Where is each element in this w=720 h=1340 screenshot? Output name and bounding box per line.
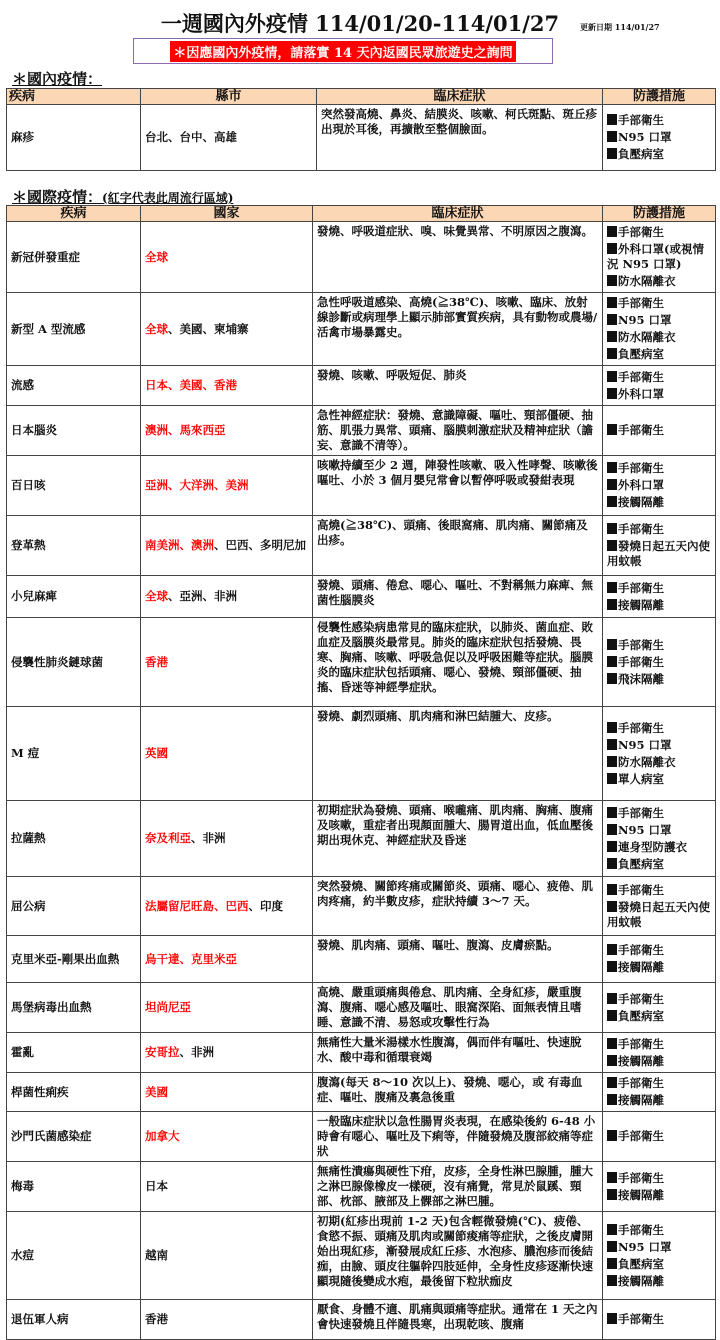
square-bullet-icon <box>607 582 617 593</box>
measures-cell <box>603 576 716 618</box>
measure-item <box>607 655 711 670</box>
country-cell <box>141 1212 313 1300</box>
symptoms-cell: 一般臨床症狀以急性腸胃炎表現，在感染後約 6-48 小時會有噁心、嘔吐及下痢等，伴隨發燒及腹部絞痛等症狀 <box>313 1112 603 1162</box>
measure-label: 防水隔離衣 <box>618 330 676 344</box>
measure-label: 手部衛生 <box>618 580 664 595</box>
country-cell <box>141 293 313 366</box>
measure-item <box>607 738 711 753</box>
measure-label: 連身型防護衣 <box>618 839 687 854</box>
square-bullet-icon <box>607 1077 617 1088</box>
square-bullet-icon <box>607 243 617 254</box>
measure-label: 負壓病室 <box>618 347 664 361</box>
measure-item <box>607 1274 711 1289</box>
measure-label: 手部衛生 <box>618 1222 664 1237</box>
table-row <box>7 1073 716 1112</box>
square-bullet-icon <box>607 496 617 507</box>
table-row <box>7 1212 716 1300</box>
active-region: 烏干達、克里米亞 <box>145 951 237 966</box>
square-bullet-icon <box>607 599 617 610</box>
table-row <box>7 1300 716 1340</box>
measures-cell <box>603 801 716 877</box>
disease-cell: M 痘 <box>7 707 141 801</box>
measure-item <box>607 274 711 289</box>
measure-label: 手部衛生 <box>618 991 664 1006</box>
square-bullet-icon <box>607 756 617 767</box>
measure-label: 負壓病室 <box>618 856 664 871</box>
symptoms-cell: 厭食、身體不適、肌痛與頭痛等症狀。通常在 1 天之內會快速發燒且伴隨畏寒，出現乾咳、腹痛 <box>313 1300 603 1340</box>
measure-item <box>607 330 711 345</box>
measure-label: 手部衛生 <box>618 654 664 669</box>
measures-cell <box>603 1033 716 1073</box>
table-row <box>7 366 716 406</box>
table-row <box>7 222 716 293</box>
square-bullet-icon <box>607 858 617 869</box>
measure-label: 發燒日起五天內使用蚊帳 <box>607 539 710 568</box>
measure-item <box>607 840 711 855</box>
measure-label: N95 口罩 <box>618 737 672 752</box>
measures-cell <box>603 406 716 456</box>
disease-cell: 馬堡病毒出血熱 <box>7 983 141 1033</box>
measure-item <box>607 581 711 596</box>
measure-item <box>607 242 711 272</box>
measure-item <box>607 823 711 838</box>
country-cell <box>141 1033 313 1073</box>
measure-label: 外科口罩 <box>618 386 664 401</box>
active-region: 南美洲、澳洲 <box>145 538 214 552</box>
square-bullet-icon <box>607 639 617 650</box>
measures-cell <box>603 618 716 707</box>
square-bullet-icon <box>607 901 617 912</box>
domestic-table <box>6 88 716 171</box>
measure-label: 接觸隔離 <box>618 495 664 509</box>
measures-cell <box>603 366 716 406</box>
measure-label: 手部衛生 <box>618 113 664 127</box>
measure-item <box>607 225 711 240</box>
symptoms-cell: 發燒、肌肉痛、頭痛、嘔吐、腹瀉、皮膚瘀點。 <box>313 936 603 983</box>
measure-label: 手部衛生 <box>618 296 664 310</box>
square-bullet-icon <box>607 1241 617 1252</box>
header-symptoms: 臨床症狀 <box>317 89 603 105</box>
measure-label: 手部衛生 <box>618 225 664 239</box>
disease-cell: 退伍軍人病 <box>7 1300 141 1340</box>
international-heading-text: ＊國際疫情： <box>12 188 103 206</box>
measure-item <box>607 1054 711 1069</box>
disease-cell: 沙門氏菌感染症 <box>7 1112 141 1162</box>
disease-cell: 新型 A 型流感 <box>7 293 141 366</box>
update-date: 更新日期 114/01/27 <box>580 22 660 32</box>
region: 、美國、柬埔寨 <box>168 321 249 336</box>
square-bullet-icon <box>607 1189 617 1200</box>
measure-item <box>607 857 711 872</box>
measure-item <box>607 313 711 328</box>
measure-label: 手部衛生 <box>618 882 664 897</box>
disease-cell: 屈公病 <box>7 877 141 936</box>
country-cell <box>141 936 313 983</box>
measure-label: N95 口罩 <box>618 1239 672 1254</box>
measure-item <box>607 1188 711 1203</box>
active-region: 加拿大 <box>145 1129 180 1143</box>
measures-cell <box>603 516 716 576</box>
square-bullet-icon <box>607 1130 617 1141</box>
symptoms-cell: 發燒、劇烈頭痛、肌肉痛和淋巴結腫大、皮疹。 <box>313 707 603 801</box>
measure-item <box>607 1312 711 1327</box>
measure-label: 手部衛生 <box>618 1129 664 1143</box>
measure-label: 手部衛生 <box>618 637 664 652</box>
symptoms-cell: 無痛性大量米湯樣水性腹瀉，偶而伴有嘔吐、快速脫水、酸中毒和循環衰竭 <box>313 1033 603 1073</box>
square-bullet-icon <box>607 462 617 473</box>
measure-item <box>607 1240 711 1255</box>
country-cell <box>141 576 313 618</box>
region: 、巴西、多明尼加 <box>214 538 306 552</box>
measure-item <box>607 598 711 613</box>
measure-label: 防水隔離衣 <box>618 274 676 288</box>
country-cell <box>141 983 313 1033</box>
measure-item <box>607 387 711 402</box>
measure-item <box>607 423 711 438</box>
square-bullet-icon <box>607 424 617 435</box>
table-row <box>7 983 716 1033</box>
measure-label: 接觸隔離 <box>618 1093 664 1107</box>
square-bullet-icon <box>607 114 617 125</box>
active-region: 法屬留尼旺島、巴西 <box>145 898 249 913</box>
region: 日本 <box>145 1179 168 1193</box>
measures-cell <box>603 1073 716 1112</box>
disease-cell: 拉薩熱 <box>7 801 141 877</box>
country-cell <box>141 618 313 707</box>
measure-item <box>607 943 711 958</box>
active-region: 安哥拉 <box>145 1045 180 1059</box>
square-bullet-icon <box>607 1094 617 1105</box>
measure-label: 手部衛生 <box>618 720 664 735</box>
measure-item <box>607 1076 711 1091</box>
active-region: 全球 <box>145 249 168 264</box>
table-row <box>7 877 716 936</box>
header-country: 國家 <box>141 206 313 222</box>
square-bullet-icon <box>607 371 617 382</box>
square-bullet-icon <box>607 540 617 551</box>
square-bullet-icon <box>607 824 617 835</box>
square-bullet-icon <box>607 388 617 399</box>
square-bullet-icon <box>607 1038 617 1049</box>
active-region: 香港 <box>145 654 168 669</box>
country-cell <box>141 801 313 877</box>
measure-item <box>607 347 711 362</box>
measure-item <box>607 1037 711 1052</box>
square-bullet-icon <box>607 739 617 750</box>
region: 越南 <box>145 1248 168 1262</box>
square-bullet-icon <box>607 884 617 895</box>
active-region: 奈及利亞 <box>145 831 191 845</box>
square-bullet-icon <box>607 807 617 818</box>
square-bullet-icon <box>607 297 617 308</box>
active-region: 坦尚尼亞 <box>145 1000 191 1014</box>
symptoms-cell: 發燒、呼吸道症狀、嗅、味覺異常、不明原因之腹瀉。 <box>313 222 603 293</box>
measures-cell <box>603 105 716 171</box>
square-bullet-icon <box>607 148 617 159</box>
measure-item <box>607 1009 711 1024</box>
region: 、非洲 <box>191 831 226 845</box>
international-heading <box>12 186 233 207</box>
measure-label: 手部衛生 <box>618 1312 664 1326</box>
measure-label: 手部衛生 <box>618 1076 664 1090</box>
alert-text: ＊因應國內外疫情，請落實 14 天內返國民眾旅遊史之詢問 <box>170 41 515 62</box>
active-region: 全球 <box>145 589 168 603</box>
square-bullet-icon <box>607 1055 617 1066</box>
square-bullet-icon <box>607 961 617 972</box>
measure-label: 手部衛生 <box>618 1170 664 1185</box>
country-cell <box>141 516 313 576</box>
disease-cell: 桿菌性痢疾 <box>7 1073 141 1112</box>
measure-item <box>607 721 711 736</box>
square-bullet-icon <box>607 275 617 286</box>
measure-label: 手部衛生 <box>618 461 664 475</box>
disease-cell: 流感 <box>7 366 141 406</box>
measure-item <box>607 147 711 162</box>
header-disease: 疾病 <box>7 89 141 105</box>
measures-cell <box>603 983 716 1033</box>
measure-item <box>607 296 711 311</box>
measure-label: 接觸隔離 <box>618 1187 664 1202</box>
measure-label: 手部衛生 <box>618 423 664 437</box>
measure-label: 發燒日起五天內使用蚊帳 <box>607 899 710 929</box>
measure-item <box>607 461 711 476</box>
measure-item <box>607 755 711 770</box>
country-cell <box>141 1300 313 1340</box>
measure-label: 外科口罩 <box>618 478 664 492</box>
region: 台北、台中、高雄 <box>145 130 237 144</box>
square-bullet-icon <box>607 993 617 1004</box>
table-row <box>7 576 716 618</box>
country-cell <box>141 456 313 516</box>
measure-label: N95 口罩 <box>618 822 672 837</box>
measure-item <box>607 1171 711 1186</box>
measure-label: 手部衛生 <box>618 1036 664 1051</box>
measure-label: 接觸隔離 <box>618 597 664 612</box>
square-bullet-icon <box>607 226 617 237</box>
square-bullet-icon <box>607 773 617 784</box>
square-bullet-icon <box>607 479 617 490</box>
table-row <box>7 293 716 366</box>
alert-banner <box>133 38 553 64</box>
measures-cell <box>603 1300 716 1340</box>
disease-cell: 麻疹 <box>7 105 141 171</box>
measures-cell <box>603 293 716 366</box>
measure-label: 負壓病室 <box>618 147 664 161</box>
symptoms-cell: 侵襲性感染病患常見的臨床症狀，以肺炎、菌血症、敗血症及腦膜炎最常見。肺炎的臨床症狀包括發燒、畏寒、胸痛、咳嗽、呼吸急促以及呼吸困難等症狀。腦膜炎的臨床症狀包括頭痛、噁心、發燒、頸部僵硬、抽搐、昏迷等神經學症狀。 <box>313 618 603 707</box>
disease-cell: 侵襲性肺炎鏈球菌 <box>7 618 141 707</box>
symptoms-cell: 突然發燒、關節疼痛或關節炎、頭痛、噁心、疲倦、肌肉疼痛，約半數皮疹，症狀持續 3～7 天。 <box>313 877 603 936</box>
table-row <box>7 456 716 516</box>
country-cell <box>141 1073 313 1112</box>
square-bullet-icon <box>607 131 617 142</box>
square-bullet-icon <box>607 656 617 667</box>
region: 、亞洲、非洲 <box>168 589 237 603</box>
active-region: 日本、美國、香港 <box>145 378 237 392</box>
measure-item <box>607 1257 711 1272</box>
measures-cell <box>603 456 716 516</box>
measure-label: 手部衛生 <box>618 805 664 820</box>
page-title: 一週國內外疫情 114/01/20-114/01/27 <box>160 11 560 36</box>
symptoms-cell: 高燒(≧38℃)、頭痛、後眼窩痛、肌肉痛、關節痛及出疹。 <box>313 516 603 576</box>
measure-item <box>607 992 711 1007</box>
square-bullet-icon <box>607 1313 617 1324</box>
symptoms-cell: 發燒、頭痛、倦怠、噁心、嘔吐、不對稱無力麻痺、無菌性腦膜炎 <box>313 576 603 618</box>
square-bullet-icon <box>607 944 617 955</box>
square-bullet-icon <box>607 523 617 534</box>
region: 、印度 <box>248 898 283 913</box>
header-measures: 防護措施 <box>603 206 716 222</box>
square-bullet-icon <box>607 841 617 852</box>
measure-label: N95 口罩 <box>618 313 672 327</box>
square-bullet-icon <box>607 348 617 359</box>
measures-cell <box>603 222 716 293</box>
measures-cell <box>603 1212 716 1300</box>
measures-cell <box>603 1162 716 1212</box>
square-bullet-icon <box>607 1172 617 1183</box>
region: 香港 <box>145 1312 168 1326</box>
country-cell <box>141 366 313 406</box>
measure-item <box>607 883 711 898</box>
measure-label: 負壓病室 <box>618 1008 664 1023</box>
disease-cell: 百日咳 <box>7 456 141 516</box>
measure-item <box>607 638 711 653</box>
table-row <box>7 936 716 983</box>
measure-item <box>607 113 711 128</box>
measure-item <box>607 478 711 493</box>
country-cell <box>141 1112 313 1162</box>
measure-item <box>607 539 711 569</box>
country-cell <box>141 222 313 293</box>
table-row <box>7 516 716 576</box>
domestic-heading: ＊國內疫情： <box>12 70 103 88</box>
disease-cell: 登革熱 <box>7 516 141 576</box>
measure-label: N95 口罩 <box>618 130 672 144</box>
disease-cell: 水痘 <box>7 1212 141 1300</box>
symptoms-cell: 咳嗽持續至少 2 週，陣發性咳嗽、吸入性哮聲、咳嗽後嘔吐、小於 3 個月嬰兒常會以暫停呼吸或發紺表現 <box>313 456 603 516</box>
measures-cell <box>603 877 716 936</box>
measure-item <box>607 900 711 930</box>
square-bullet-icon <box>607 1258 617 1269</box>
measure-item <box>607 960 711 975</box>
square-bullet-icon <box>607 673 617 684</box>
table-row <box>7 1162 716 1212</box>
measure-item <box>607 672 711 687</box>
table-row <box>7 801 716 877</box>
country-cell <box>141 1162 313 1212</box>
measure-label: 接觸隔離 <box>618 1273 664 1288</box>
active-region: 美國 <box>145 1084 168 1099</box>
measure-item <box>607 522 711 537</box>
disease-cell: 小兒麻痺 <box>7 576 141 618</box>
measure-item <box>607 1093 711 1108</box>
measures-cell <box>603 936 716 983</box>
symptoms-cell: 發燒、咳嗽、呼吸短促、肺炎 <box>313 366 603 406</box>
measure-label: 負壓病室 <box>618 1256 664 1271</box>
measure-label: 飛沫隔離 <box>618 671 664 686</box>
symptoms-cell: 急性呼吸道感染、高燒(≧38℃)、咳嗽、臨床、放射線診斷或病理學上顯示肺部實質疾病，具有動物或農場/活禽市場暴露史。 <box>313 293 603 366</box>
measure-item <box>607 1223 711 1238</box>
square-bullet-icon <box>607 722 617 733</box>
measure-item <box>607 1129 711 1144</box>
region: 、非洲 <box>179 1045 214 1059</box>
square-bullet-icon <box>607 1275 617 1286</box>
disease-cell: 梅毒 <box>7 1162 141 1212</box>
disease-cell: 日本腦炎 <box>7 406 141 456</box>
international-table <box>6 205 716 1340</box>
symptoms-cell: 腹瀉(每天 8～10 次以上)、發燒、噁心，或 有毒血症、嘔吐、腹痛及裏急後重 <box>313 1073 603 1112</box>
symptoms-cell: 突然發高燒、鼻炎、結膜炎、咳嗽、柯氏斑點、斑丘疹出現於耳後，再擴散至整個臉面。 <box>317 105 603 171</box>
active-region: 英國 <box>145 746 168 760</box>
header-measures: 防護措施 <box>603 89 716 105</box>
measure-label: 防水隔離衣 <box>618 754 676 769</box>
country-cell <box>141 406 313 456</box>
measure-label: 手部衛生 <box>618 369 664 384</box>
square-bullet-icon <box>607 331 617 342</box>
disease-cell: 克里米亞-剛果出血熱 <box>7 936 141 983</box>
active-region: 亞洲、大洋洲、美洲 <box>145 478 249 492</box>
measure-item <box>607 772 711 787</box>
active-region: 澳洲、馬來西亞 <box>145 423 226 437</box>
active-region: 全球 <box>145 321 168 336</box>
measure-label: 手部衛生 <box>618 522 664 536</box>
table-row <box>7 1112 716 1162</box>
measure-label: 手部衛生 <box>618 943 664 957</box>
table-row <box>7 406 716 456</box>
measure-label: 外科口罩(或視情況 N95 口罩) <box>607 242 704 271</box>
measure-label: 接觸隔離 <box>618 1053 664 1068</box>
measure-item <box>607 806 711 821</box>
measure-item <box>607 495 711 510</box>
measure-label: 接觸隔離 <box>618 960 664 974</box>
header-symptoms: 臨床症狀 <box>313 206 603 222</box>
table-row <box>7 105 716 171</box>
symptoms-cell: 初期症狀為發燒、頭痛、喉嚨痛、肌肉痛、胸痛、腹痛及咳嗽，重症者出現顏面腫大、腸胃道出血，低血壓後期出現休克、神經症狀及昏迷 <box>313 801 603 877</box>
disease-cell: 霍亂 <box>7 1033 141 1073</box>
symptoms-cell: 高燒、嚴重頭痛與倦怠、肌肉痛、全身紅疹，嚴重腹瀉、腹痛、噁心感及嘔吐、眼窩深陷、面無表情且嗜睡、意識不清、易怒或攻擊性行為 <box>313 983 603 1033</box>
disease-cell: 新冠併發重症 <box>7 222 141 293</box>
header-city: 縣市 <box>141 89 317 105</box>
country-cell <box>141 707 313 801</box>
symptoms-cell: 急性神經症狀：發燒、意識障礙、嘔吐、頸部僵硬、抽筋、肌張力異常、頭痛、腦膜刺激症狀及精神症狀（譫妄、意識不清等）。 <box>313 406 603 456</box>
country-cell <box>141 877 313 936</box>
measure-label: 單人病室 <box>618 771 664 786</box>
table-row <box>7 707 716 801</box>
measure-item <box>607 130 711 145</box>
measures-cell <box>603 1112 716 1162</box>
symptoms-cell: 無痛性潰瘍與硬性下疳，皮疹，全身性淋巴腺腫，腫大之淋巴腺像橡皮一樣硬，沒有痛覺，常見於鼠蹊、頸部、枕部、腋部及上髁部之淋巴腫。 <box>313 1162 603 1212</box>
header-disease: 疾病 <box>7 206 141 222</box>
table-row <box>7 1033 716 1073</box>
square-bullet-icon <box>607 314 617 325</box>
symptoms-cell: 初期(紅疹出現前 1-2 天)包含輕微發燒(℃)、疲倦、食慾不振、頭痛及肌肉或關節痠痛等症狀，之後皮膚開始出現紅疹，漸發展成紅丘疹、水泡疹、膿泡疹而後結痂，由臉、頭皮往軀幹四肢延伸，全身性皮疹逐漸快速顯現隨後變成水疱，最後留下粒狀痂皮 <box>313 1212 603 1300</box>
country-cell <box>141 105 317 171</box>
square-bullet-icon <box>607 1010 617 1021</box>
table-row <box>7 618 716 707</box>
square-bullet-icon <box>607 1224 617 1235</box>
international-note: (紅字代表此周流行區域) <box>102 191 234 205</box>
measure-item <box>607 370 711 385</box>
measures-cell <box>603 707 716 801</box>
